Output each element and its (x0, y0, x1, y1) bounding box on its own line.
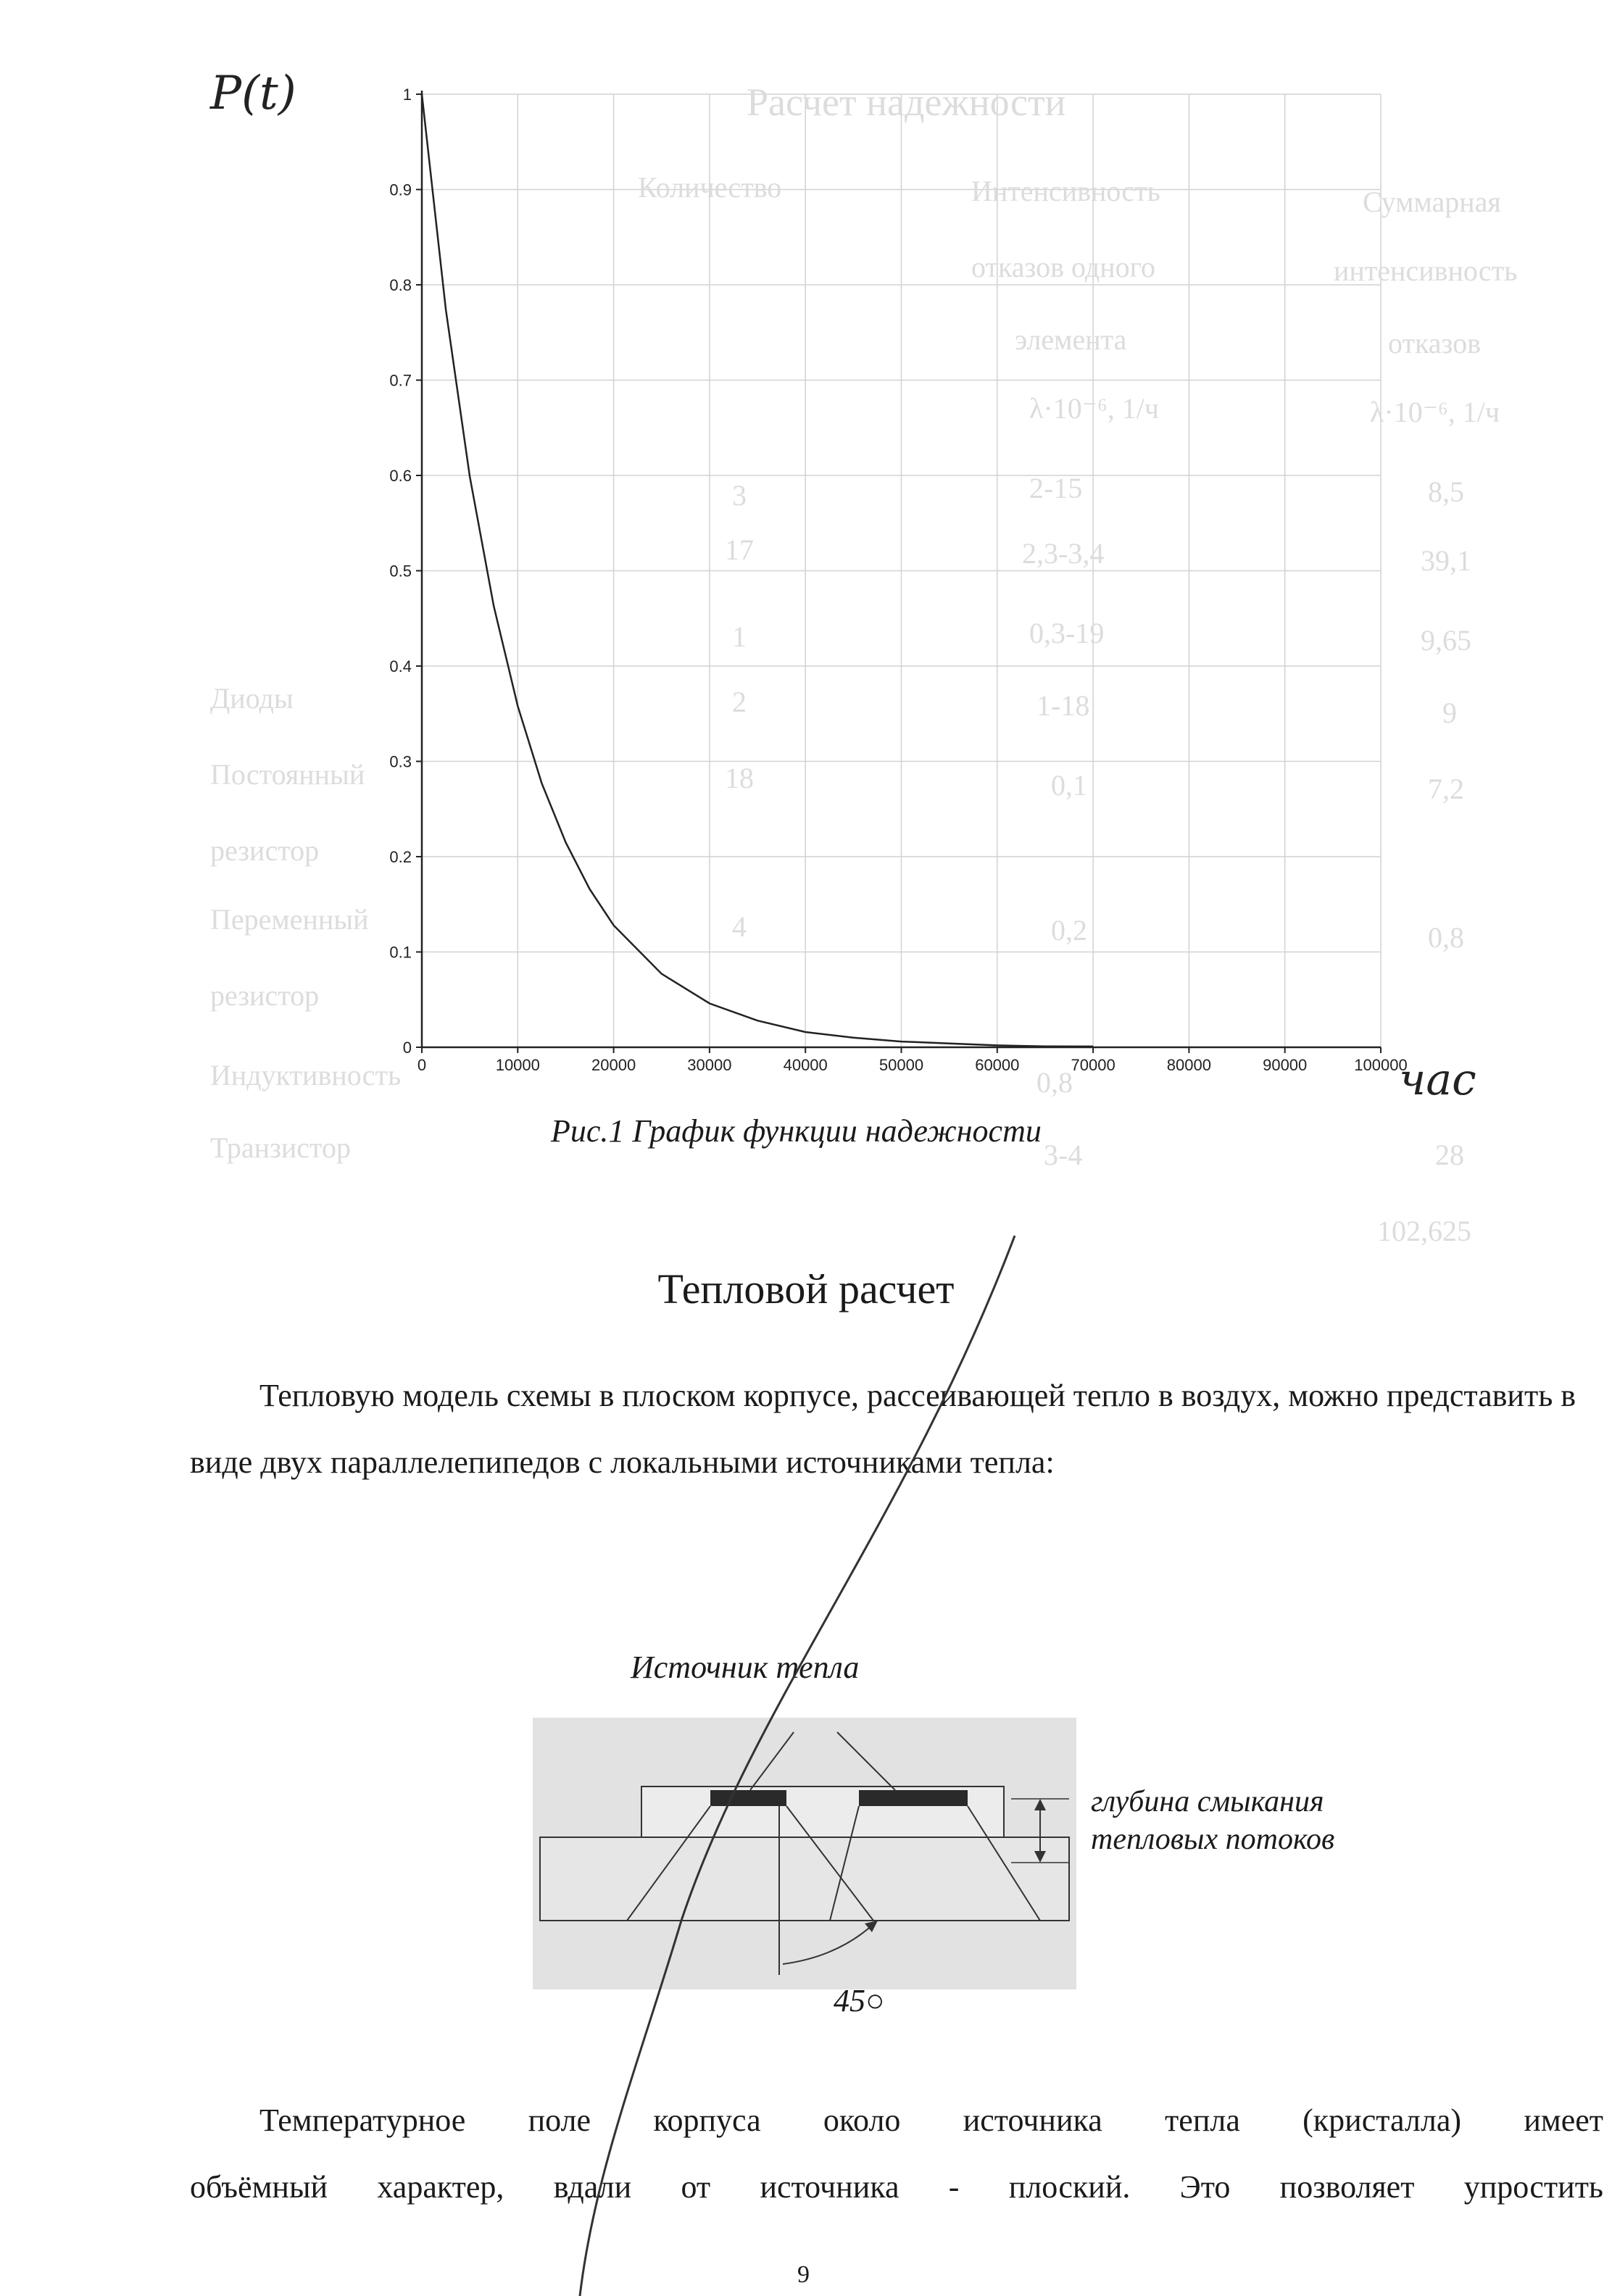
showthrough-rate-4: 0,1 (1051, 769, 1087, 802)
showthrough-sum-4: 7,2 (1428, 773, 1464, 805)
paragraph-line-1: Температурное поле корпуса около источника тепла (кристалла) имеет (259, 2102, 1603, 2138)
showthrough-unit-2: λ·10⁻⁶, 1/ч (1370, 396, 1500, 428)
y-tick-label: 0.8 (389, 276, 412, 294)
x-tick-label: 40000 (783, 1056, 828, 1074)
y-tick-label: 1 (402, 86, 412, 104)
x-tick-label: 30000 (687, 1056, 732, 1074)
heat-source-label: Источник тепла (631, 1650, 860, 1685)
section-heading: Тепловой расчет (657, 1265, 955, 1313)
x-tick-label: 50000 (878, 1056, 924, 1074)
showthrough-title: Расчет надежности (747, 80, 1066, 124)
y-tick-label: 0.1 (389, 943, 412, 962)
showthrough-sum-0: 8,5 (1428, 475, 1464, 508)
y-tick-label: 0.5 (389, 562, 412, 581)
y-axis-label: P(t) (210, 67, 296, 120)
y-tick-label: 0.4 (389, 657, 412, 675)
x-tick-label: 90000 (1263, 1056, 1308, 1074)
showthrough-row-label-0: Диоды (210, 682, 294, 715)
showthrough-rate-2: 0,3-19 (1029, 617, 1105, 649)
x-tick-label: 100000 (1354, 1056, 1408, 1074)
y-tick-label: 0.2 (389, 848, 412, 866)
x-axis-label: час (1399, 1055, 1476, 1105)
y-tick-label: 0.3 (389, 752, 412, 771)
pen-stroke (580, 1236, 1015, 2296)
y-tick-label: 0.7 (389, 371, 412, 390)
showthrough-row-label-4: резистор (210, 979, 320, 1012)
angle-label: 45○ (834, 1983, 885, 2018)
showthrough-row-label-6: Транзистор (210, 1131, 351, 1164)
showthrough-col-sum-1: Суммарная (1363, 186, 1501, 218)
showthrough-unit-1: λ·10⁻⁶, 1/ч (1029, 392, 1160, 425)
showthrough-count-4: 18 (725, 762, 754, 794)
page-number: 9 (797, 2261, 810, 2288)
showthrough-row-label-5: Индуктивность (210, 1059, 402, 1091)
y-tick-label: 0 (402, 1039, 412, 1057)
showthrough-count-2: 1 (732, 620, 747, 653)
showthrough-rate-6: 0,8 (1036, 1066, 1073, 1099)
x-tick-label: 0 (417, 1056, 427, 1074)
showthrough-rate-3: 1-18 (1036, 689, 1090, 722)
showthrough-col-rate-1: Интенсивность (971, 175, 1160, 207)
showthrough-sum-3: 9 (1442, 696, 1457, 729)
x-tick-label: 10000 (495, 1056, 540, 1074)
heat-flow-depth-line2: тепловых потоков (1091, 1823, 1335, 1856)
x-tick-label: 70000 (1071, 1056, 1115, 1074)
paragraph-line-2: объёмный характер, вдали от источника - плоский. Это позволяет упростить (190, 2169, 1603, 2205)
y-tick-label: 0.6 (389, 467, 412, 485)
showthrough-rate-0: 2-15 (1029, 472, 1083, 504)
x-tick-label: 20000 (591, 1056, 636, 1074)
showthrough-sum-7: 102,625 (1377, 1215, 1471, 1247)
heat-flow-depth-line1: глубина смыкания (1091, 1785, 1324, 1818)
showthrough-row-label-1: Постоянный (210, 758, 365, 791)
showthrough-rate-5: 0,2 (1051, 914, 1087, 947)
showthrough-col-rate-2: отказов одного (971, 251, 1156, 283)
x-tick-label: 60000 (975, 1056, 1020, 1074)
y-tick-label: 0.9 (389, 180, 412, 199)
showthrough-sum-1: 39,1 (1421, 544, 1471, 577)
showthrough-col-rate-3: элемента (1015, 323, 1127, 356)
showthrough-col-sum-2: интенсивность (1334, 254, 1518, 287)
showthrough-rate-1: 2,3-3,4 (1022, 537, 1105, 570)
x-tick-label: 80000 (1166, 1056, 1211, 1074)
showthrough-count-3: 2 (732, 686, 747, 718)
showthrough-count-0: 3 (732, 479, 747, 512)
showthrough-sum-5: 0,8 (1428, 921, 1464, 954)
showthrough-sum-2: 9,65 (1421, 624, 1471, 657)
showthrough-count-1: 17 (725, 533, 754, 566)
showthrough-row-label-2: резистор (210, 834, 320, 867)
showthrough-sum-6: 28 (1435, 1139, 1464, 1171)
figure-caption: Рис.1 График функции надежности (551, 1113, 1042, 1149)
showthrough-row-label-3: Переменный (210, 903, 369, 936)
paragraph-thermal-model: Тепловую модель схемы в плоском корпусе, рассеивающей тепло в воздух, можно представить в виде двух параллелепипедов с локальными источниками тепла: (190, 1378, 1576, 1480)
showthrough-count-5: 4 (732, 910, 747, 943)
showthrough-col-count: Количество (638, 171, 782, 204)
showthrough-rate-7: 3-4 (1044, 1139, 1083, 1171)
showthrough-col-sum-3: отказов (1388, 327, 1481, 359)
